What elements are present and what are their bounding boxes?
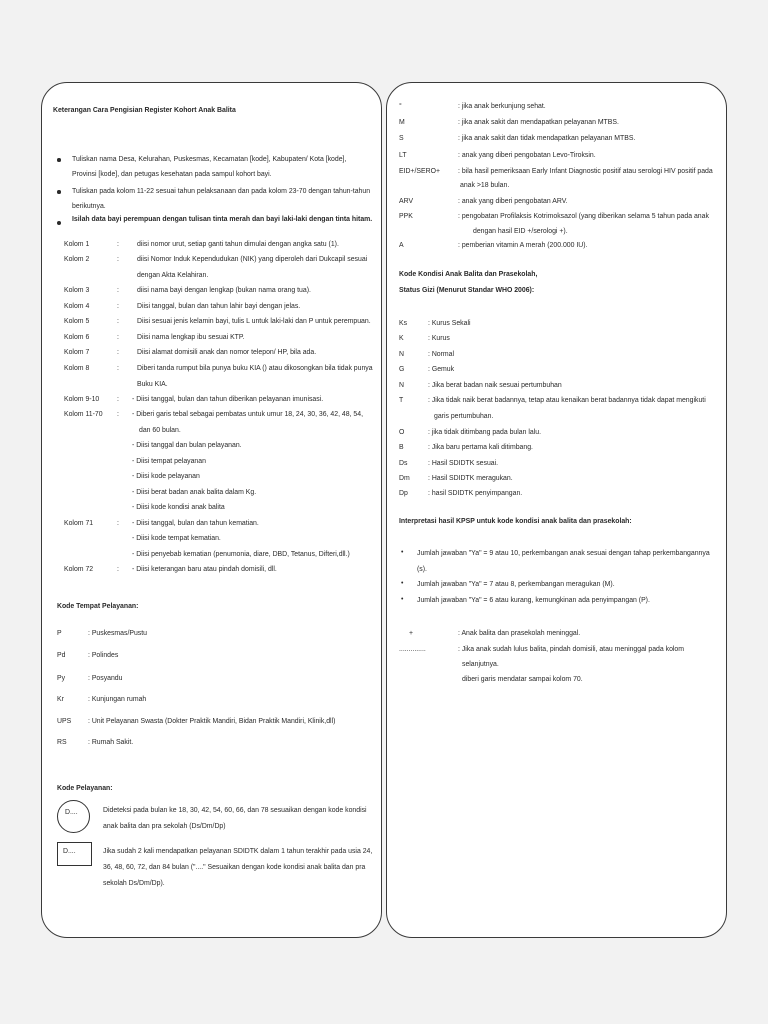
kondisi-desc: : Jika berat badan naik sesuai pertumbuhan (428, 382, 562, 389)
service-code-desc: : anak yang diberi pengobatan ARV. (458, 198, 568, 205)
final-code: + (409, 630, 414, 637)
kondisi-desc: : Normal (428, 351, 455, 358)
kondisi-code: K (399, 335, 404, 342)
kolom-separator: : (117, 520, 119, 527)
kolom-label: Kolom 1 (64, 241, 90, 248)
tempat-desc: : Puskesmas/Pustu (88, 630, 147, 637)
kolom-separator: : (117, 365, 119, 372)
tempat-desc: : Unit Pelayanan Swasta (Dokter Praktik Mandiri, Bidan Praktik Mandiri, Klinik,dll) (88, 718, 336, 725)
kpsp-bullet: • (401, 596, 404, 603)
bullet-text-1: Tuliskan nama Desa, Kelurahan, Puskesmas, Kecamatan [kode], Kabupaten/ Kota [kode], Provinsi [kode], dan petugas kesehatan pada sampul kohort bayi. (72, 156, 347, 178)
kolom-desc-line: Diisi alamat domisili anak dan nomor telepon/ HP, bila ada. (137, 349, 317, 356)
service-code-desc-cont: anak >18 bulan. (460, 182, 510, 189)
kondisi-desc: : jika tidak ditimbang pada bulan lalu. (428, 429, 542, 436)
kpsp-line: Jumlah jawaban "Ya" = 9 atau 10, perkembangan anak sesuai dengan tahap perkembangannya (417, 550, 710, 557)
kolom-desc-line: Diberi tanda rumput bila punya buku KIA () atau dikosongkan bila tidak punya (137, 365, 373, 372)
kolom-desc-line: diisi nomor urut, setiap ganti tahun dimulai dengan angka satu (1). (137, 241, 339, 248)
service-code: ° (399, 103, 402, 110)
kondisi-title-line2: Status Gizi (Menurut Standar WHO 2006): (399, 287, 535, 294)
kondisi-code: Ds (399, 460, 408, 467)
tempat-code: P (57, 630, 62, 637)
kolom-desc-line: Diisi sesuai jenis kelamin bayi, tulis L untuk laki-laki dan P untuk perempuan. (137, 318, 371, 325)
kpsp-line-cont: (s). (417, 566, 427, 573)
kondisi-desc: : Gemuk (428, 366, 455, 373)
kolom-desc-line: - Diisi keterangan baru atau pindah domisili, dll. (132, 566, 277, 573)
tempat-code: Pd (57, 652, 66, 659)
bullet-dot (57, 221, 61, 225)
kondisi-code: Ks (399, 320, 408, 327)
bullet-text-3: Isilah data bayi perempuan dengan tulisan tinta merah dan bayi laki-laki dengan tinta hitam. (72, 216, 373, 223)
service-code-desc: : anak yang diberi pengobatan Levo-Tiroksin. (458, 152, 596, 159)
kolom-desc-line: - Diisi kode kondisi anak balita (132, 504, 225, 511)
tempat-desc: : Rumah Sakit. (88, 739, 134, 746)
kolom-separator: : (117, 411, 119, 418)
kondisi-desc: : Kurus Sekali (428, 320, 471, 327)
service-code-desc: : pengobatan Profilaksis Kotrimoksazol (yang diberikan selama 5 tahun pada anak (458, 213, 709, 220)
kpsp-line: Jumlah jawaban "Ya" = 6 atau kurang, kemungkinan ada penyimpangan (P). (417, 597, 650, 604)
kolom-desc-line: diisi Nomor Induk Kependudukan (NIK) yang diperoleh dari Dukcapil sesuai (137, 256, 368, 263)
right-panel (386, 82, 727, 938)
kondisi-code: B (399, 444, 404, 451)
kondisi-code: Dm (399, 475, 410, 482)
kolom-desc-line: - Diisi tanggal dan bulan pelayanan. (132, 442, 242, 449)
kolom-label: Kolom 8 (64, 365, 90, 372)
kolom-desc-line: - Diisi tempat pelayanan (132, 458, 206, 465)
bullet-text-2: Tuliskan pada kolom 11-22 sesuai tahun pelaksanaan dan pada kolom 23-70 dengan tahun-tahun berikutnya. (72, 188, 371, 210)
kolom-desc-line: dan 60 bulan. (139, 427, 181, 434)
service-code: A (399, 242, 404, 249)
pelayanan-title: Kode Pelayanan: (57, 785, 113, 792)
pelayanan-desc-1-line1: Dideteksi pada bulan ke 18, 30, 42, 54, 60, 66, dan 78 sesuaikan dengan kode kondisi (103, 807, 367, 814)
kolom-label: Kolom 72 (64, 566, 94, 573)
kolom-separator: : (117, 349, 119, 356)
final-code-desc: : Jika anak sudah lulus balita, pindah domisili, atau meninggal pada kolom (458, 646, 684, 653)
kpsp-line: Jumlah jawaban "Ya" = 7 atau 8, perkembangan meragukan (M). (417, 581, 615, 588)
kondisi-desc: : Kurus (428, 335, 450, 342)
service-code-desc: : pemberian vitamin A merah (200.000 IU). (458, 242, 588, 249)
kondisi-code: Dp (399, 490, 408, 497)
tempat-code: Kr (57, 696, 64, 703)
service-code-desc: : jika anak sakit dan tidak mendapatkan pelayanan MTBS. (458, 135, 636, 142)
kolom-label: Kolom 6 (64, 334, 90, 341)
kondisi-code: N (399, 382, 404, 389)
pelayanan-desc-1-line2: anak balita dan pra sekolah (Ds/Dm/Dp) (103, 823, 226, 830)
kondisi-desc: : Jika baru pertama kali ditimbang. (428, 444, 533, 451)
kolom-separator: : (117, 566, 119, 573)
kolom-desc-line: - Diisi tanggal, bulan dan tahun diberikan pelayanan imunisasi. (132, 396, 324, 403)
tempat-desc: : Posyandu (88, 675, 123, 682)
service-code: ARV (399, 198, 414, 205)
kolom-desc-line: - Diisi kode pelayanan (132, 473, 200, 480)
pelayanan-desc-2-line2: 36, 48, 60, 72, dan 84 bulan ("...." Sesuaikan dengan kode kondisi anak balita dan pra (103, 864, 366, 871)
kolom-separator: : (117, 334, 119, 341)
tempat-desc: : Polindes (88, 652, 119, 659)
service-code-desc: : jika anak berkunjung sehat. (458, 103, 546, 110)
kolom-separator: : (117, 318, 119, 325)
tempat-code: UPS (57, 718, 72, 725)
bullet-dot (57, 158, 61, 162)
service-code-desc-cont: dengan hasil EID +/serologi +). (473, 228, 568, 235)
kolom-separator: : (117, 303, 119, 310)
service-code-desc: : bila hasil pemeriksaan Early Infant Diagnostic positif atau serologi HIV positif pada (458, 168, 713, 175)
final-code-desc-cont: selanjutnya. (462, 661, 499, 668)
kondisi-code: N (399, 351, 404, 358)
kolom-desc-line: - Diisi berat badan anak balita dalam Kg. (132, 489, 257, 496)
kolom-desc-line: - Diisi kode tempat kematian. (132, 535, 221, 542)
kolom-desc-line: Diisi nama lengkap ibu sesuai KTP. (137, 334, 245, 341)
service-code: LT (399, 152, 407, 159)
final-code-desc: : Anak balita dan prasekolah meninggal. (458, 630, 581, 637)
kondisi-desc-cont: garis pertumbuhan. (434, 413, 494, 420)
service-code: PPK (399, 213, 413, 220)
kolom-desc-line: - Diisi tanggal, bulan dan tahun kematian. (132, 520, 259, 527)
kolom-label: Kolom 4 (64, 303, 90, 310)
kolom-label: Kolom 7 (64, 349, 90, 356)
document-title: Keterangan Cara Pengisian Register Kohort Anak Balita (53, 107, 236, 114)
kolom-separator: : (117, 287, 119, 294)
final-code-desc-cont: diberi garis mendatar sampai kolom 70. (462, 676, 583, 683)
kolom-label: Kolom 2 (64, 256, 90, 263)
pelayanan-desc-2-line3: sekolah Ds/Dm/Dp). (103, 880, 165, 887)
tempat-title: Kode Tempat Pelayanan: (57, 603, 139, 610)
kondisi-desc: : Hasil SDIDTK sesuai. (428, 460, 499, 467)
circle-symbol-text: D.... (65, 809, 78, 816)
kpsp-title: Interpretasi hasil KPSP untuk kode kondisi anak balita dan prasekolah: (399, 518, 632, 525)
kolom-label: Kolom 3 (64, 287, 90, 294)
kolom-label: Kolom 11-70 (64, 411, 103, 418)
kondisi-desc: : hasil SDIDTK penyimpangan. (428, 490, 523, 497)
kolom-separator: : (117, 241, 119, 248)
tempat-desc: : Kunjungan rumah (88, 696, 147, 703)
bullet-dot (57, 190, 61, 194)
rect-symbol-text: D.... (63, 848, 76, 855)
kondisi-desc: : Jika tidak naik berat badannya, tetap atau kenaikan berat badannya tidak dapat mengikuti (428, 397, 706, 404)
kpsp-bullet: • (401, 580, 404, 587)
kolom-label: Kolom 71 (64, 520, 94, 527)
final-code: .............. (399, 646, 426, 653)
kolom-separator: : (117, 256, 119, 263)
tempat-code: RS (57, 739, 67, 746)
service-code: S (399, 135, 404, 142)
kondisi-code: O (399, 429, 405, 436)
kolom-desc-line: - Diisi penyebab kematian (penumonia, diare, DBD, Tetanus, Difteri,dll.) (132, 551, 350, 558)
kondisi-code: G (399, 366, 405, 373)
kolom-separator: : (117, 396, 119, 403)
kolom-desc-line: Buku KIA. (137, 381, 168, 388)
kolom-label: Kolom 5 (64, 318, 90, 325)
service-code: EID+/SERO+ (399, 168, 440, 175)
kolom-label: Kolom 9-10 (64, 396, 100, 403)
kondisi-desc: : Hasil SDIDTK meragukan. (428, 475, 513, 482)
service-code: M (399, 119, 405, 126)
kpsp-bullet: • (401, 549, 404, 556)
kolom-desc-line: - Diberi garis tebal sebagai pembatas untuk umur 18, 24, 30, 36, 42, 48, 54, (132, 411, 363, 418)
kolom-desc-line: dengan Akta Kelahiran. (137, 272, 209, 279)
kolom-desc-line: diisi nama bayi dengan lengkap (bukan nama orang tua). (137, 287, 311, 294)
kondisi-code: T (399, 397, 404, 404)
service-code-desc: : jika anak sakit dan mendapatkan pelayanan MTBS. (458, 119, 619, 126)
kondisi-title-line1: Kode Kondisi Anak Balita dan Prasekolah, (399, 271, 538, 278)
left-panel (41, 82, 382, 938)
tempat-code: Py (57, 675, 66, 682)
kolom-desc-line: Diisi tanggal, bulan dan tahun lahir bayi dengan jelas. (137, 303, 301, 310)
pelayanan-desc-2-line1: Jika sudah 2 kali mendapatkan pelayanan SDIDTK dalam 1 tahun terakhir pada usia 24, (103, 848, 373, 855)
